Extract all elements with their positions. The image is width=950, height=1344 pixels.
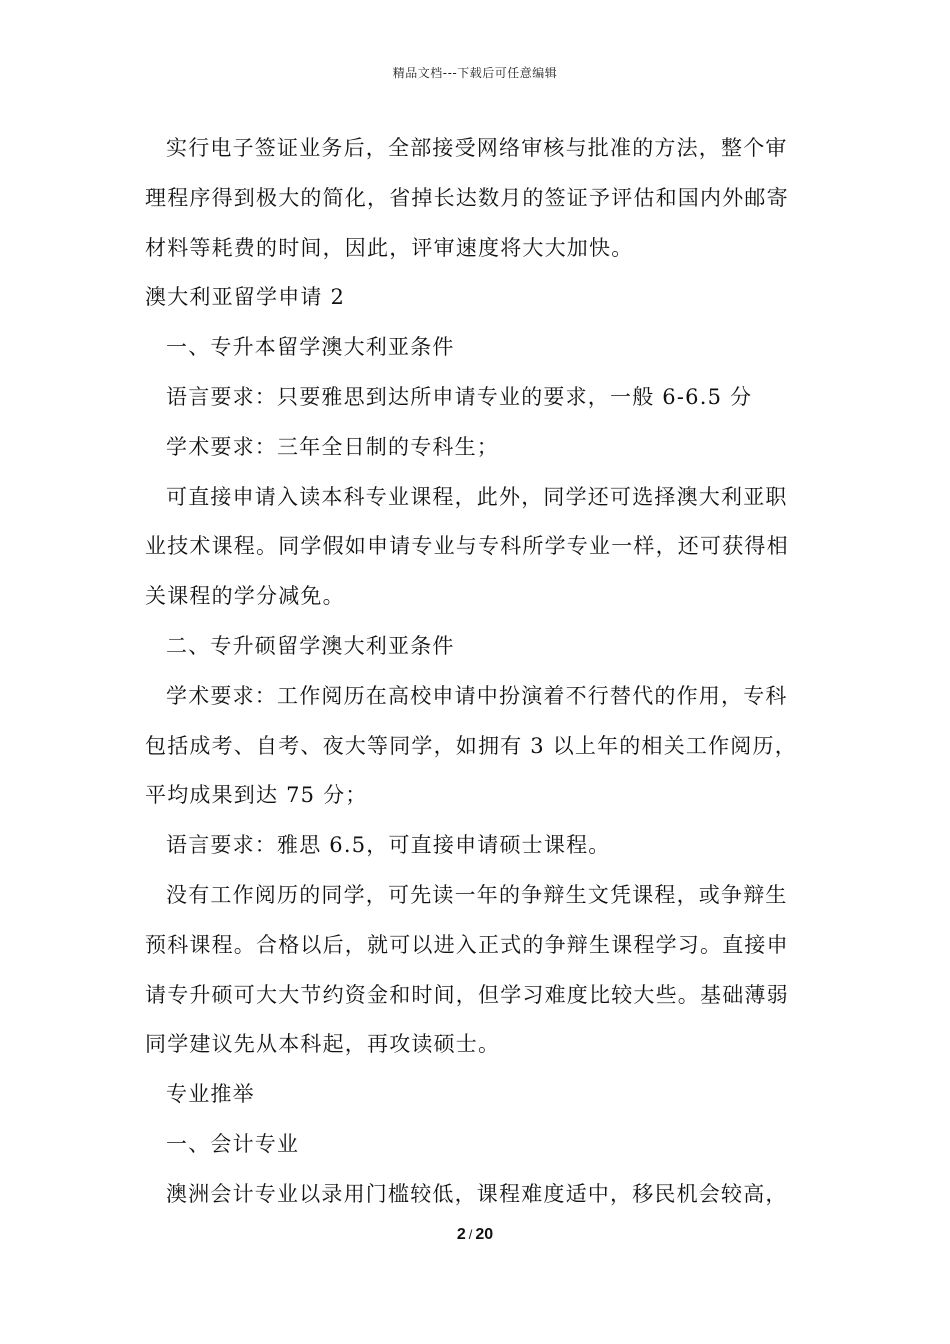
page-header: 精品文档---下载后可任意编辑 bbox=[392, 66, 558, 80]
subsection-heading: 一、专升本留学澳大利亚条件 bbox=[166, 335, 455, 360]
paragraph-line: 材料等耗费的时间，因此，评审速度将大大加快。 bbox=[145, 235, 634, 260]
paragraph-line: 没有工作阅历的同学，可先读一年的争辩生文凭课程，或争辩生 bbox=[166, 882, 788, 907]
paragraph-line: 请专升硕可大大节约资金和时间，但学习难度比较大些。基础薄弱 bbox=[145, 982, 789, 1007]
section-title: 澳大利亚留学申请 2 bbox=[145, 285, 346, 310]
total-pages: 20 bbox=[475, 1226, 494, 1243]
paragraph-line: 理程序得到极大的简化，省掉长达数月的签证予评估和国内外邮寄 bbox=[145, 185, 789, 210]
current-page: 2 bbox=[456, 1226, 466, 1243]
paragraph-line: 语言要求：雅思 6.5，可直接申请硕士课程。 bbox=[166, 833, 611, 858]
paragraph-line: 业技术课程。同学假如申请专业与专科所学专业一样，还可获得相 bbox=[145, 534, 789, 559]
page-separator: / bbox=[468, 1227, 473, 1242]
subsection-heading: 专业推举 bbox=[166, 1082, 255, 1107]
page-number bbox=[0, 1226, 950, 1244]
paragraph-line: 平均成果到达 75 分； bbox=[145, 783, 368, 808]
paragraph-line: 包括成考、自考、夜大等同学，如拥有 3 以上年的相关工作阅历， bbox=[145, 733, 797, 758]
paragraph-line: 学术要求：工作阅历在高校申请中扮演着不行替代的作用，专科 bbox=[166, 683, 788, 708]
paragraph-line: 澳洲会计专业以录用门槛较低，课程难度适中，移民机会较高， bbox=[166, 1181, 788, 1206]
subsection-heading: 一、会计专业 bbox=[166, 1131, 300, 1156]
paragraph-line: 语言要求：只要雅思到达所申请专业的要求，一般 6-6.5 分 bbox=[166, 384, 753, 409]
paragraph-line: 可直接申请入读本科专业课程，此外，同学还可选择澳大利亚职 bbox=[166, 484, 788, 509]
paragraph-line: 同学建议先从本科起，再攻读硕士。 bbox=[145, 1032, 501, 1057]
paragraph-line: 预科课程。合格以后，就可以进入正式的争辩生课程学习。直接申 bbox=[145, 932, 789, 957]
document-body bbox=[145, 124, 807, 1220]
subsection-heading: 二、专升硕留学澳大利亚条件 bbox=[166, 633, 455, 658]
paragraph-line: 学术要求：三年全日制的专科生； bbox=[166, 434, 499, 459]
paragraph-line: 关课程的学分减免。 bbox=[145, 584, 345, 609]
paragraph-line: 实行电子签证业务后，全部接受网络审核与批准的方法，整个审 bbox=[166, 136, 788, 160]
